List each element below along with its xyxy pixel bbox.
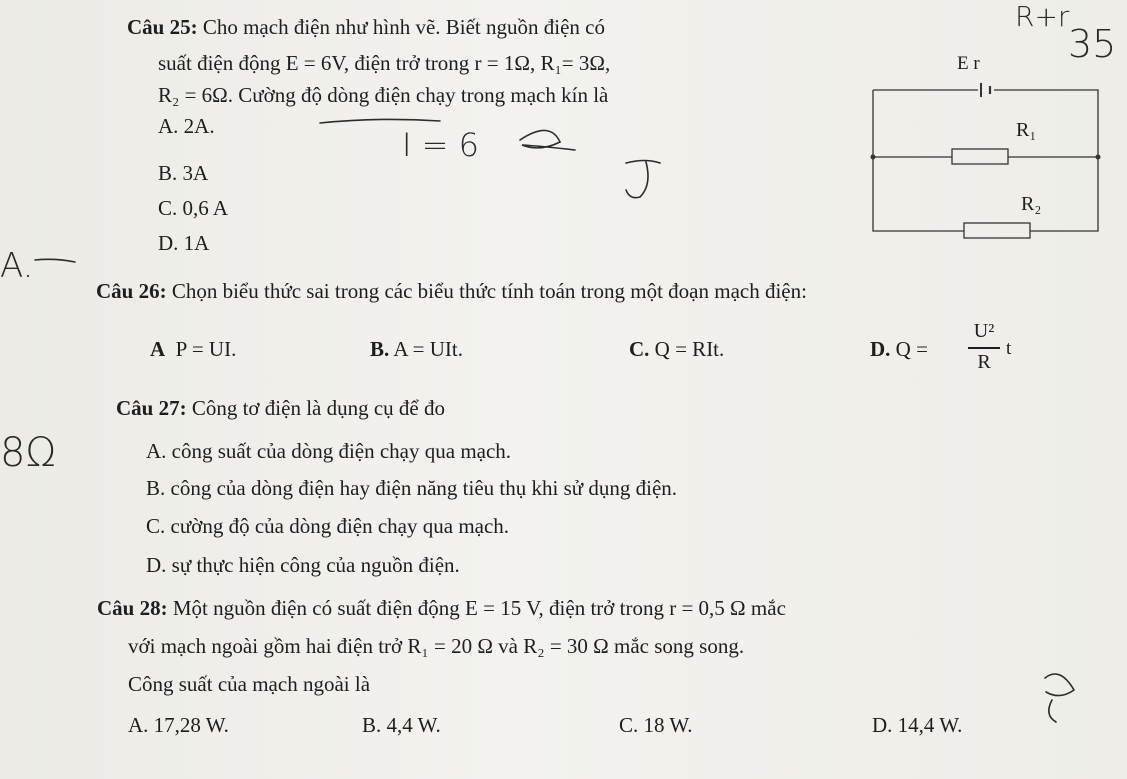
underline-stroke (320, 119, 440, 123)
q25-option-c: C. 0,6 A (158, 196, 229, 220)
circuit-wire-outer (873, 90, 1098, 231)
q25-line3: R₂ = 6Ω. Cường độ dòng điện chạy trong mạch kín là (158, 83, 609, 107)
handwriting-answer-a: A. (0, 246, 34, 286)
q27-stem: Câu 27: Công tơ điện là dụng cụ để đo (116, 396, 445, 420)
label-source-er: E r (957, 53, 980, 74)
q25-line1: Câu 25: Cho mạch điện như hình vẽ. Biết nguồn điện có (127, 15, 605, 39)
q26-option-b: B. A = UIt. (370, 337, 463, 361)
q27-option-a: A. công suất của dòng điện chạy qua mạch. (146, 439, 512, 463)
q26-option-d: D. Q = (870, 337, 928, 361)
label-r2: R₂ (1021, 193, 1042, 215)
q28-option-b: B. 4,4 W. (362, 713, 441, 737)
resistor-r2 (964, 223, 1030, 238)
q25-option-d: D. 1A (158, 231, 210, 255)
q25-option-a: A. 2A. (158, 114, 215, 138)
junction-left (871, 155, 876, 160)
q26-fraction-bar (968, 347, 1000, 349)
q25-line2: suất điện động E = 6V, điện trở trong r = 1Ω, R₁= 3Ω, (158, 51, 611, 75)
q26-fraction-numerator: U² (973, 320, 995, 342)
q26-option-a: A P = UI. (150, 337, 237, 361)
q26-option-c: C. Q = RIt. (629, 337, 725, 361)
handwritten-six-tail (520, 130, 575, 150)
q25-option-b: B. 3A (158, 161, 209, 185)
q27-option-c: C. cường độ của dòng điện chạy qua mạch. (146, 514, 510, 538)
q26-option-d-suffix: t (1006, 338, 1012, 359)
q27-option-d: D. sự thực hiện công của nguồn điện. (146, 553, 460, 577)
q28-option-d: D. 14,4 W. (872, 713, 963, 737)
q28-line3: Công suất của mạch ngoài là (128, 672, 371, 696)
handwriting-i-equals-6: I = 6 (402, 126, 479, 164)
q28-line2: với mạch ngoài gồm hai điện trở R₁ = 20 Ω và R₂ = 30 Ω mắc song song. (128, 634, 745, 658)
resistor-r1 (952, 149, 1008, 164)
junction-right (1096, 155, 1101, 160)
handwriting-r-plus-r: R+r (1015, 0, 1070, 33)
q28-option-c: C. 18 W. (619, 713, 693, 737)
handwriting-8-ohm: 8Ω (0, 430, 57, 476)
bottom-right-stroke (1045, 674, 1074, 722)
q27-option-b: B. công của dòng điện hay điện năng tiêu thụ khi sử dụng điện. (146, 476, 678, 500)
handwriting-35: 35 (1068, 22, 1117, 66)
label-r1: R₁ (1016, 119, 1037, 141)
q28-option-a: A. 17,28 W. (128, 713, 229, 737)
q26-fraction-denominator: R (977, 351, 991, 373)
q26-stem: Câu 26: Chọn biểu thức sai trong các biểu thức tính toán trong một đoạn mạch điện: (96, 279, 807, 303)
q28-line1: Câu 28: Một nguồn điện có suất điện động E = 15 V, điện trở trong r = 0,5 Ω mắc (97, 596, 786, 620)
left-stroke (35, 259, 75, 262)
handwritten-i-mark (626, 161, 660, 198)
